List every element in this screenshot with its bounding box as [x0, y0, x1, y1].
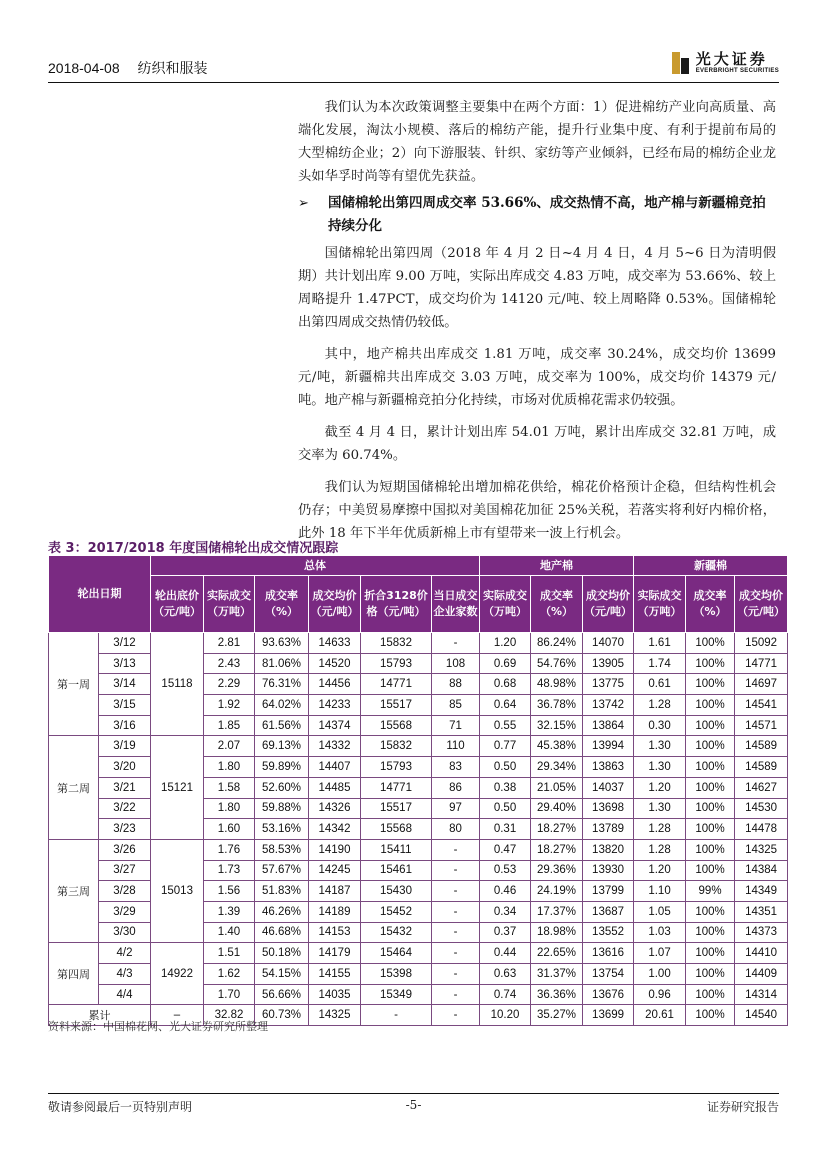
value-cell: 14351	[735, 901, 788, 922]
total-value-cell: 14540	[735, 1005, 788, 1026]
value-cell: 1.30	[634, 757, 686, 778]
value-cell: 1.28	[634, 839, 686, 860]
value-cell: -	[432, 943, 480, 964]
value-cell: 14571	[735, 715, 788, 736]
value-cell: 29.40%	[531, 798, 583, 819]
header-xj-volume: 实际成交（万吨）	[634, 576, 686, 633]
header-rate: 成交率（%）	[255, 576, 309, 633]
value-cell: 1.80	[204, 798, 255, 819]
value-cell: 1.30	[634, 798, 686, 819]
value-cell: 85	[432, 695, 480, 716]
footer-rule	[48, 1093, 779, 1094]
week-label: 第一周	[49, 633, 99, 736]
value-cell: 46.68%	[255, 922, 309, 943]
value-cell: 1.74	[634, 653, 686, 674]
value-cell: 0.64	[480, 695, 531, 716]
week-label: 第四周	[49, 943, 99, 1005]
value-cell: 1.61	[634, 633, 686, 654]
value-cell: 15517	[361, 695, 432, 716]
value-cell: 54.15%	[255, 964, 309, 985]
value-cell: 0.68	[480, 674, 531, 695]
value-cell: 1.58	[204, 777, 255, 798]
header-avg-price: 成交均价（元/吨）	[309, 576, 361, 633]
value-cell: 15568	[361, 715, 432, 736]
date-cell: 4/2	[99, 943, 151, 964]
value-cell: 15411	[361, 839, 432, 860]
value-cell: 1.10	[634, 881, 686, 902]
value-cell: 13754	[583, 964, 634, 985]
value-cell: 14326	[309, 798, 361, 819]
value-cell: 1.07	[634, 943, 686, 964]
value-cell: 14314	[735, 984, 788, 1005]
logo-mark-icon	[672, 50, 690, 76]
date-cell: 3/28	[99, 881, 151, 902]
value-cell: 14374	[309, 715, 361, 736]
everbright-logo	[672, 50, 779, 76]
value-cell: 14520	[309, 653, 361, 674]
value-cell: 0.77	[480, 736, 531, 757]
value-cell: 100%	[686, 922, 735, 943]
header-converted-price: 折合3128价格（元/吨）	[361, 576, 432, 633]
value-cell: 15464	[361, 943, 432, 964]
date-cell: 3/26	[99, 839, 151, 860]
value-cell: 13616	[583, 943, 634, 964]
value-cell: 1.20	[480, 633, 531, 654]
header-rule	[48, 82, 779, 83]
header-local-volume: 实际成交（万吨）	[480, 576, 531, 633]
value-cell: 100%	[686, 695, 735, 716]
value-cell: 13742	[583, 695, 634, 716]
value-cell: 1.70	[204, 984, 255, 1005]
table-title: 表 3：2017/2018 年度国储棉轮出成交情况跟踪	[48, 541, 339, 556]
value-cell: 0.47	[480, 839, 531, 860]
paragraph-1-block	[298, 96, 776, 197]
value-cell: 13552	[583, 922, 634, 943]
value-cell: 100%	[686, 964, 735, 985]
value-cell: 13687	[583, 901, 634, 922]
week-label: 第二周	[49, 736, 99, 839]
value-cell: 15568	[361, 819, 432, 840]
logo-cn-text: 光大证券	[695, 49, 768, 68]
value-cell: 14233	[309, 695, 361, 716]
value-cell: 0.69	[480, 653, 531, 674]
paragraph-1: 我们认为本次政策调整主要集中在两个方面：1）促进棉纺产业向高质量、高端化发展，淘汰小规模、落后的棉纺产能，提升行业集中度、有利于提前布局的大型棉纺企业；2）向下游服装、针织、家纺等产业倾斜，已经布局的棉纺企业龙头如华孚时尚等有望优先获益。	[298, 100, 776, 184]
date-cell: 3/15	[99, 695, 151, 716]
total-value-cell: 60.73%	[255, 1005, 309, 1026]
value-cell: 13698	[583, 798, 634, 819]
value-cell: 1.85	[204, 715, 255, 736]
header-firms: 当日成交企业家数	[432, 576, 480, 633]
value-cell: 31.37%	[531, 964, 583, 985]
base-price-cell: 15013	[151, 839, 204, 942]
value-cell: 100%	[686, 839, 735, 860]
value-cell: 1.73	[204, 860, 255, 881]
value-cell: 80	[432, 819, 480, 840]
value-cell: 14245	[309, 860, 361, 881]
value-cell: 0.53	[480, 860, 531, 881]
value-cell: 14771	[361, 777, 432, 798]
value-cell: 13799	[583, 881, 634, 902]
value-cell: 0.50	[480, 798, 531, 819]
paragraph-2: 国储棉轮出第四周（2018 年 4 月 2 日~4 月 4 日，4 月 5~6 日为清明假期）共计划出库 9.00 万吨，实际出库成交 4.83 万吨，成交率为 53.66%、较上周略提升 1.47PCT，成交均价为 14120 元/吨、较上周略降 0.53%。国储棉轮出第四周成交热情仍较低。	[298, 246, 776, 330]
value-cell: 1.28	[634, 819, 686, 840]
value-cell: 1.20	[634, 777, 686, 798]
value-cell: 100%	[686, 674, 735, 695]
value-cell: 51.83%	[255, 881, 309, 902]
bullet-arrow-icon: ➢	[298, 196, 309, 211]
header-xj-avg: 成交均价（元/吨）	[735, 576, 788, 633]
value-cell: 15832	[361, 736, 432, 757]
value-cell: 13905	[583, 653, 634, 674]
value-cell: 14771	[735, 653, 788, 674]
bullet-heading: 国储棉轮出第四周成交率 53.66%、成交热情不高，地产棉与新疆棉竞拍持续分化	[328, 195, 766, 234]
value-cell: 18.27%	[531, 839, 583, 860]
date-cell: 3/22	[99, 798, 151, 819]
report-sector: 纺织和服装	[137, 60, 208, 76]
value-cell: 14325	[735, 839, 788, 860]
value-cell: 14189	[309, 901, 361, 922]
value-cell: 14407	[309, 757, 361, 778]
value-cell: 64.02%	[255, 695, 309, 716]
value-cell: 17.37%	[531, 901, 583, 922]
page-number: -5-	[405, 1098, 422, 1112]
paragraph-3: 其中，地产棉共出库成交 1.81 万吨，成交率 30.24%，成交均价 13699 元/吨，新疆棉共出库成交 3.03 万吨，成交率为 100%，成交均价 14379 元/吨。地产棉与新疆棉竞拍分化持续，市场对优质棉花需求仍较强。	[298, 347, 776, 408]
value-cell: 15461	[361, 860, 432, 881]
value-cell: 13863	[583, 757, 634, 778]
footer-disclaimer: 敬请参阅最后一页特别声明	[48, 1100, 193, 1114]
value-cell: 14478	[735, 819, 788, 840]
section-bullet	[298, 192, 776, 238]
header-local-rate: 成交率（%）	[531, 576, 583, 633]
value-cell: 1.92	[204, 695, 255, 716]
value-cell: 100%	[686, 819, 735, 840]
value-cell: 100%	[686, 715, 735, 736]
value-cell: 76.31%	[255, 674, 309, 695]
value-cell: 1.00	[634, 964, 686, 985]
value-cell: 100%	[686, 736, 735, 757]
value-cell: 14332	[309, 736, 361, 757]
value-cell: 57.67%	[255, 860, 309, 881]
date-cell: 3/21	[99, 777, 151, 798]
value-cell: 58.53%	[255, 839, 309, 860]
header-base-price: 轮出底价（元/吨）	[151, 576, 204, 633]
value-cell: 29.36%	[531, 860, 583, 881]
value-cell: 0.63	[480, 964, 531, 985]
value-cell: 100%	[686, 943, 735, 964]
paragraph-4: 截至 4 月 4 日，累计计划出库 54.01 万吨，累计出库成交 32.81 万吨，成交率为 60.74%。	[298, 425, 776, 463]
value-cell: 14035	[309, 984, 361, 1005]
value-cell: 100%	[686, 757, 735, 778]
value-cell: -	[432, 881, 480, 902]
value-cell: 14410	[735, 943, 788, 964]
header-group-xinjiang: 新疆棉	[634, 556, 788, 576]
value-cell: 59.89%	[255, 757, 309, 778]
value-cell: 1.30	[634, 736, 686, 757]
value-cell: 54.76%	[531, 653, 583, 674]
value-cell: 100%	[686, 984, 735, 1005]
date-cell: 4/4	[99, 984, 151, 1005]
value-cell: 13994	[583, 736, 634, 757]
value-cell: 1.20	[634, 860, 686, 881]
total-value-cell: 10.20	[480, 1005, 531, 1026]
value-cell: 1.80	[204, 757, 255, 778]
value-cell: 2.43	[204, 653, 255, 674]
source-note: 资料来源：中国棉花网、光大证券研究所整理	[48, 1020, 268, 1033]
value-cell: 22.65%	[531, 943, 583, 964]
value-cell: 15517	[361, 798, 432, 819]
header-date: 轮出日期	[49, 556, 151, 633]
value-cell: 15452	[361, 901, 432, 922]
value-cell: 100%	[686, 798, 735, 819]
value-cell: 100%	[686, 901, 735, 922]
total-value-cell: -	[361, 1005, 432, 1026]
value-cell: 1.51	[204, 943, 255, 964]
date-cell: 3/12	[99, 633, 151, 654]
report-date: 2018-04-08	[48, 60, 120, 76]
value-cell: 1.40	[204, 922, 255, 943]
value-cell: 14697	[735, 674, 788, 695]
value-cell: 1.56	[204, 881, 255, 902]
cotton-auction-table	[48, 555, 788, 1026]
value-cell: 15398	[361, 964, 432, 985]
value-cell: -	[432, 839, 480, 860]
date-cell: 3/27	[99, 860, 151, 881]
value-cell: 61.56%	[255, 715, 309, 736]
value-cell: 13676	[583, 984, 634, 1005]
total-value-cell: 35.27%	[531, 1005, 583, 1026]
value-cell: 14179	[309, 943, 361, 964]
value-cell: 86	[432, 777, 480, 798]
value-cell: 14530	[735, 798, 788, 819]
date-cell: 3/14	[99, 674, 151, 695]
date-cell: 3/29	[99, 901, 151, 922]
date-cell: 3/20	[99, 757, 151, 778]
value-cell: 0.37	[480, 922, 531, 943]
value-cell: 69.13%	[255, 736, 309, 757]
value-cell: 14627	[735, 777, 788, 798]
week-label: 第三周	[49, 839, 99, 942]
value-cell: 14485	[309, 777, 361, 798]
value-cell: 0.50	[480, 757, 531, 778]
value-cell: 15430	[361, 881, 432, 902]
total-value-cell: 13699	[583, 1005, 634, 1026]
value-cell: 32.15%	[531, 715, 583, 736]
value-cell: 0.74	[480, 984, 531, 1005]
value-cell: 0.38	[480, 777, 531, 798]
value-cell: 0.61	[634, 674, 686, 695]
value-cell: 13820	[583, 839, 634, 860]
value-cell: 14342	[309, 819, 361, 840]
value-cell: 14349	[735, 881, 788, 902]
date-cell: 3/19	[99, 736, 151, 757]
header-local-avg: 成交均价（元/吨）	[583, 576, 634, 633]
logo-en-text: EVERBRIGHT SECURITIES	[695, 67, 779, 74]
value-cell: 50.18%	[255, 943, 309, 964]
value-cell: -	[432, 901, 480, 922]
value-cell: 86.24%	[531, 633, 583, 654]
value-cell: 13864	[583, 715, 634, 736]
table-row	[49, 633, 788, 654]
value-cell: 29.34%	[531, 757, 583, 778]
date-cell: 3/30	[99, 922, 151, 943]
value-cell: 110	[432, 736, 480, 757]
value-cell: 14633	[309, 633, 361, 654]
value-cell: 88	[432, 674, 480, 695]
value-cell: 45.38%	[531, 736, 583, 757]
total-value-cell: –	[151, 1005, 204, 1026]
total-value-cell: 100%	[686, 1005, 735, 1026]
value-cell: 1.60	[204, 819, 255, 840]
value-cell: 1.76	[204, 839, 255, 860]
value-cell: 2.29	[204, 674, 255, 695]
value-cell: 36.36%	[531, 984, 583, 1005]
value-cell: 59.88%	[255, 798, 309, 819]
value-cell: 108	[432, 653, 480, 674]
value-cell: 93.63%	[255, 633, 309, 654]
base-price-cell: 14922	[151, 943, 204, 1005]
value-cell: 21.05%	[531, 777, 583, 798]
value-cell: 99%	[686, 881, 735, 902]
date-cell: 3/13	[99, 653, 151, 674]
value-cell: 18.98%	[531, 922, 583, 943]
value-cell: 13775	[583, 674, 634, 695]
value-cell: 100%	[686, 633, 735, 654]
value-cell: 2.07	[204, 736, 255, 757]
value-cell: 14771	[361, 674, 432, 695]
value-cell: 2.81	[204, 633, 255, 654]
value-cell: 97	[432, 798, 480, 819]
table-body	[49, 633, 788, 1026]
value-cell: -	[432, 964, 480, 985]
date-cell: 4/3	[99, 964, 151, 985]
value-cell: 24.19%	[531, 881, 583, 902]
value-cell: 13789	[583, 819, 634, 840]
total-value-cell: 32.82	[204, 1005, 255, 1026]
value-cell: -	[432, 860, 480, 881]
paragraph-5: 我们认为短期国储棉轮出增加棉花供给，棉花价格预计企稳，但结构性机会仍存；中美贸易摩擦中国拟对美国棉花加征 25%关税，若落实将利好内棉价格，此外 18 年下半年优质新棉上市有望带来一波上行机会。	[298, 480, 776, 541]
date-cell: 3/23	[99, 819, 151, 840]
header-group-local: 地产棉	[480, 556, 634, 576]
table-row	[49, 943, 788, 964]
value-cell: 1.62	[204, 964, 255, 985]
date-cell: 3/16	[99, 715, 151, 736]
value-cell: 36.78%	[531, 695, 583, 716]
value-cell: 83	[432, 757, 480, 778]
value-cell: 71	[432, 715, 480, 736]
value-cell: 14187	[309, 881, 361, 902]
value-cell: 14037	[583, 777, 634, 798]
value-cell: 46.26%	[255, 901, 309, 922]
value-cell: 1.28	[634, 695, 686, 716]
value-cell: -	[432, 984, 480, 1005]
value-cell: 14384	[735, 860, 788, 881]
value-cell: -	[432, 922, 480, 943]
header-volume: 实际成交（万吨）	[204, 576, 255, 633]
total-value-cell: 14325	[309, 1005, 361, 1026]
value-cell: 14373	[735, 922, 788, 943]
table-row	[49, 839, 788, 860]
value-cell: 0.46	[480, 881, 531, 902]
value-cell: 0.44	[480, 943, 531, 964]
footer-report-type: 证券研究报告	[706, 1100, 779, 1114]
value-cell: 15832	[361, 633, 432, 654]
value-cell: 0.30	[634, 715, 686, 736]
value-cell: 14456	[309, 674, 361, 695]
value-cell: 18.27%	[531, 819, 583, 840]
value-cell: 52.60%	[255, 777, 309, 798]
value-cell: 13930	[583, 860, 634, 881]
value-cell: 0.96	[634, 984, 686, 1005]
value-cell: 14153	[309, 922, 361, 943]
value-cell: 15432	[361, 922, 432, 943]
value-cell: 1.39	[204, 901, 255, 922]
value-cell: -	[432, 633, 480, 654]
value-cell: 48.98%	[531, 674, 583, 695]
value-cell: 0.31	[480, 819, 531, 840]
table-row	[49, 736, 788, 757]
total-value-cell: 20.61	[634, 1005, 686, 1026]
value-cell: 14589	[735, 757, 788, 778]
value-cell: 14070	[583, 633, 634, 654]
value-cell: 14409	[735, 964, 788, 985]
value-cell: 15349	[361, 984, 432, 1005]
value-cell: 56.66%	[255, 984, 309, 1005]
value-cell: 100%	[686, 860, 735, 881]
value-cell: 14190	[309, 839, 361, 860]
value-cell: 15793	[361, 757, 432, 778]
base-price-cell: 15121	[151, 736, 204, 839]
value-cell: 0.34	[480, 901, 531, 922]
body-paragraphs	[298, 242, 776, 554]
header-xj-rate: 成交率（%）	[686, 576, 735, 633]
value-cell: 100%	[686, 653, 735, 674]
total-value-cell: -	[432, 1005, 480, 1026]
value-cell: 81.06%	[255, 653, 309, 674]
value-cell: 15092	[735, 633, 788, 654]
value-cell: 14589	[735, 736, 788, 757]
value-cell: 100%	[686, 777, 735, 798]
value-cell: 0.55	[480, 715, 531, 736]
value-cell: 15793	[361, 653, 432, 674]
value-cell: 1.03	[634, 922, 686, 943]
base-price-cell: 15118	[151, 633, 204, 736]
value-cell: 53.16%	[255, 819, 309, 840]
value-cell: 14541	[735, 695, 788, 716]
value-cell: 1.05	[634, 901, 686, 922]
header-group-total: 总体	[151, 556, 480, 576]
total-label: 累计	[49, 1005, 151, 1026]
value-cell: 14155	[309, 964, 361, 985]
page-header	[48, 58, 222, 78]
